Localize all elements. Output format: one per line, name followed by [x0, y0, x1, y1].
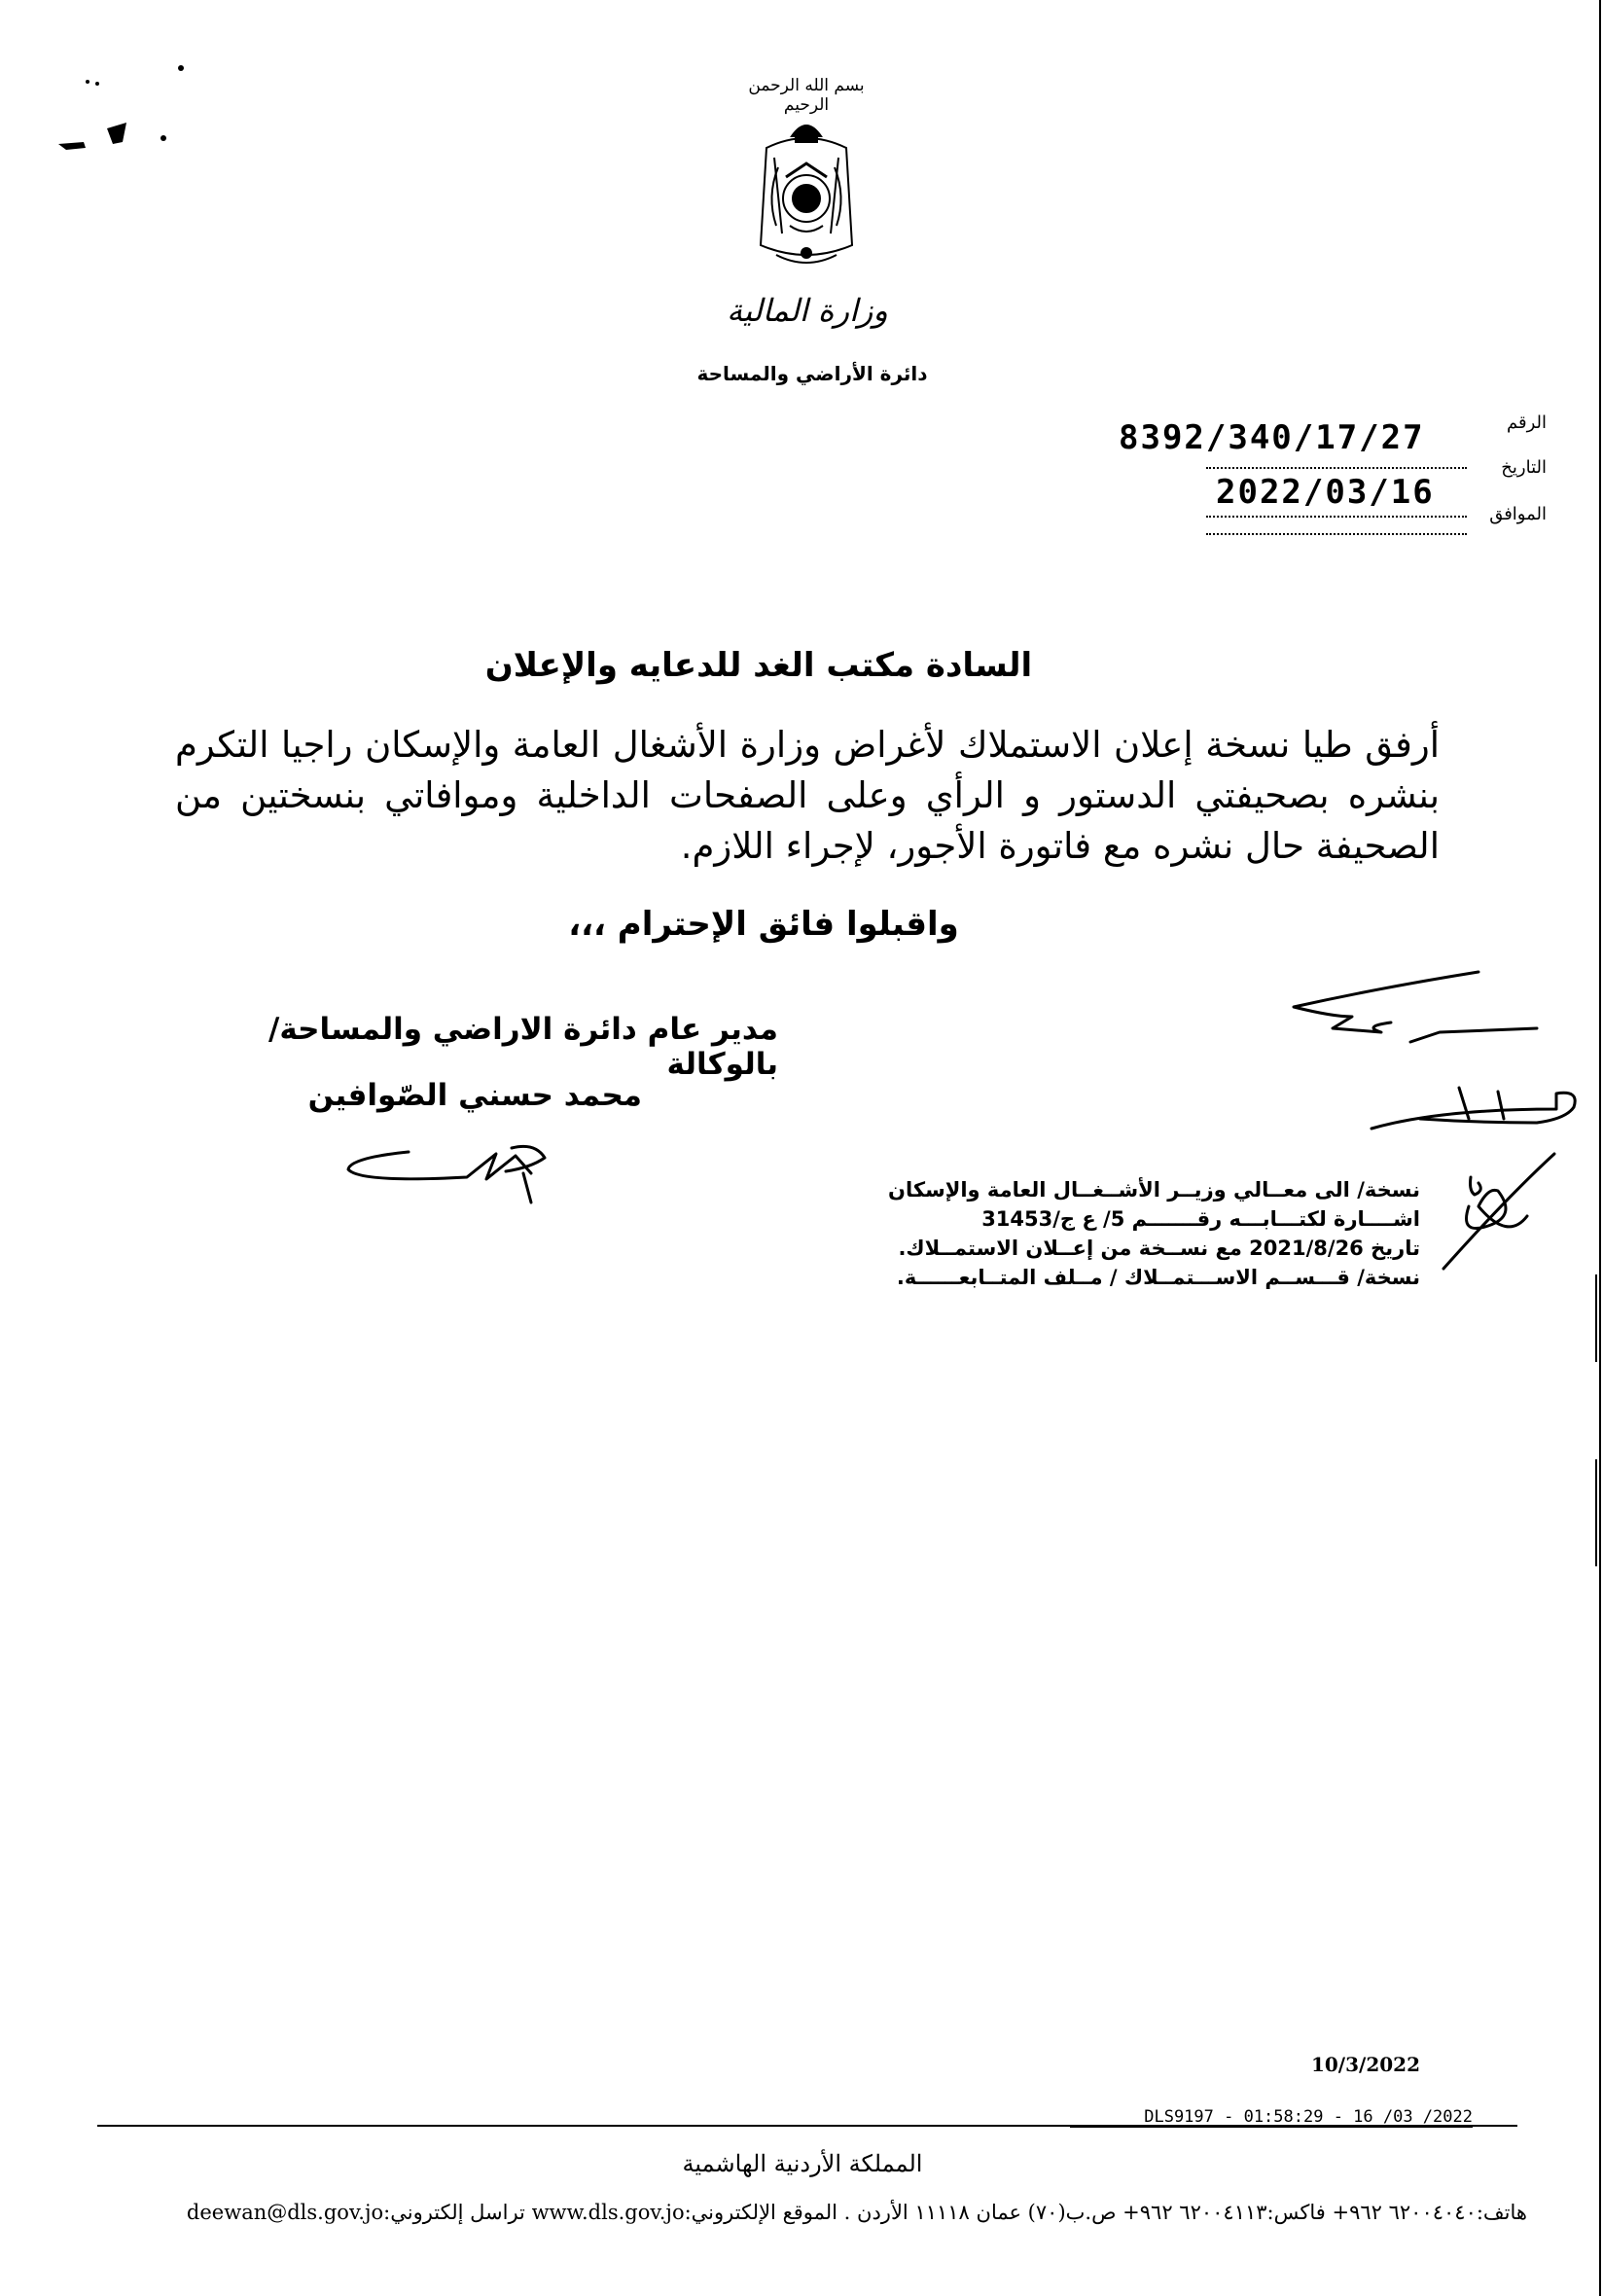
copy-line: اشــــارة لكتـــابـــه رقـــــــم 5/ ع ج/31453: [981, 1207, 1420, 1231]
closing: واقبلوا فائق الإحترام ،،،: [568, 905, 959, 944]
reference-number-value: 8392/340/17/27: [1119, 418, 1425, 457]
scan-edge-mark: [1595, 1274, 1597, 1362]
copy-line: تاريخ 2021/8/26 مع نســخة من إعــلان الاستمــلاك.: [898, 1237, 1420, 1260]
initial-signature-1-icon: [1265, 968, 1556, 1056]
initial-signature-2-icon: [1362, 1080, 1585, 1138]
reference-corresponding-label: الموافق: [1489, 504, 1547, 524]
copy-line: نسخة/ قـــســم الاســـتمــلاك / مــلف المتــابعــــــة.: [896, 1266, 1420, 1289]
letter-body: أرفق طيا نسخة إعلان الاستملاك لأغراض وزارة الأشغال العامة والإسكان راجيا التكرم بنشره بصحيفتي الدستور و الرأي وعلى الصفحات الداخلية وموافاتي بنسختين من الصحيفة حال نشره مع فاتورة الأجور، لإجراء اللازم.: [175, 724, 1440, 867]
page-edge: [1599, 0, 1601, 2296]
signatory-title: مدير عام دائرة الاراضي والمساحة/بالوكالة: [268, 1012, 778, 1082]
kingdom-name: المملكة الأردنية الهاشمية: [682, 2150, 923, 2177]
copies-list: [798, 1175, 1420, 1292]
director-signature-icon: [340, 1138, 564, 1206]
copy-line: نسخة/ الى معــالي وزيــر الأشــغــال العامة والإسكان: [888, 1178, 1420, 1202]
ministry-name: وزارة المالية: [727, 292, 888, 329]
footer-contact: هاتف:٦٢٠٠٤٠٤٠ ٩٦٢+ فاكس:٦٢٠٠٤١١٣ ٩٦٢+ ص.ب(٧٠) عمان ١١١١٨ الأردن . الموقع الإلكتروني:www.dls.gov.jo تراسل إلكتروني:deewan@dls.gov.jo: [186, 2201, 1527, 2224]
department-name: دائرة الأراضي والمساحة: [696, 362, 928, 385]
reference-number-label: الرقم: [1506, 413, 1547, 433]
reference-date-dots: [1206, 516, 1467, 518]
reference-number-dots: [1206, 467, 1467, 469]
salutation: السادة مكتب الغد للدعايه والإعلان: [484, 646, 1033, 685]
basmala: بسم الله الرحمن الرحيم: [748, 76, 865, 115]
coat-of-arms-icon: [747, 109, 866, 274]
initial-signature-3-icon: [1430, 1148, 1566, 1274]
reference-date-label: التاريخ: [1501, 457, 1547, 478]
scan-mark-icon: [58, 58, 195, 165]
signatory-name: محمد حسني الصّوافين: [307, 1078, 642, 1113]
scan-edge-mark: [1595, 1459, 1597, 1566]
footer-date: 10/3/2022: [1310, 2053, 1420, 2076]
reference-date-value: 2022/03/16: [1216, 473, 1435, 512]
document-code: DLS9197 - 01:58:29 - 16 /03 /2022: [1070, 2107, 1473, 2128]
reference-corresponding-dots: [1206, 533, 1467, 535]
